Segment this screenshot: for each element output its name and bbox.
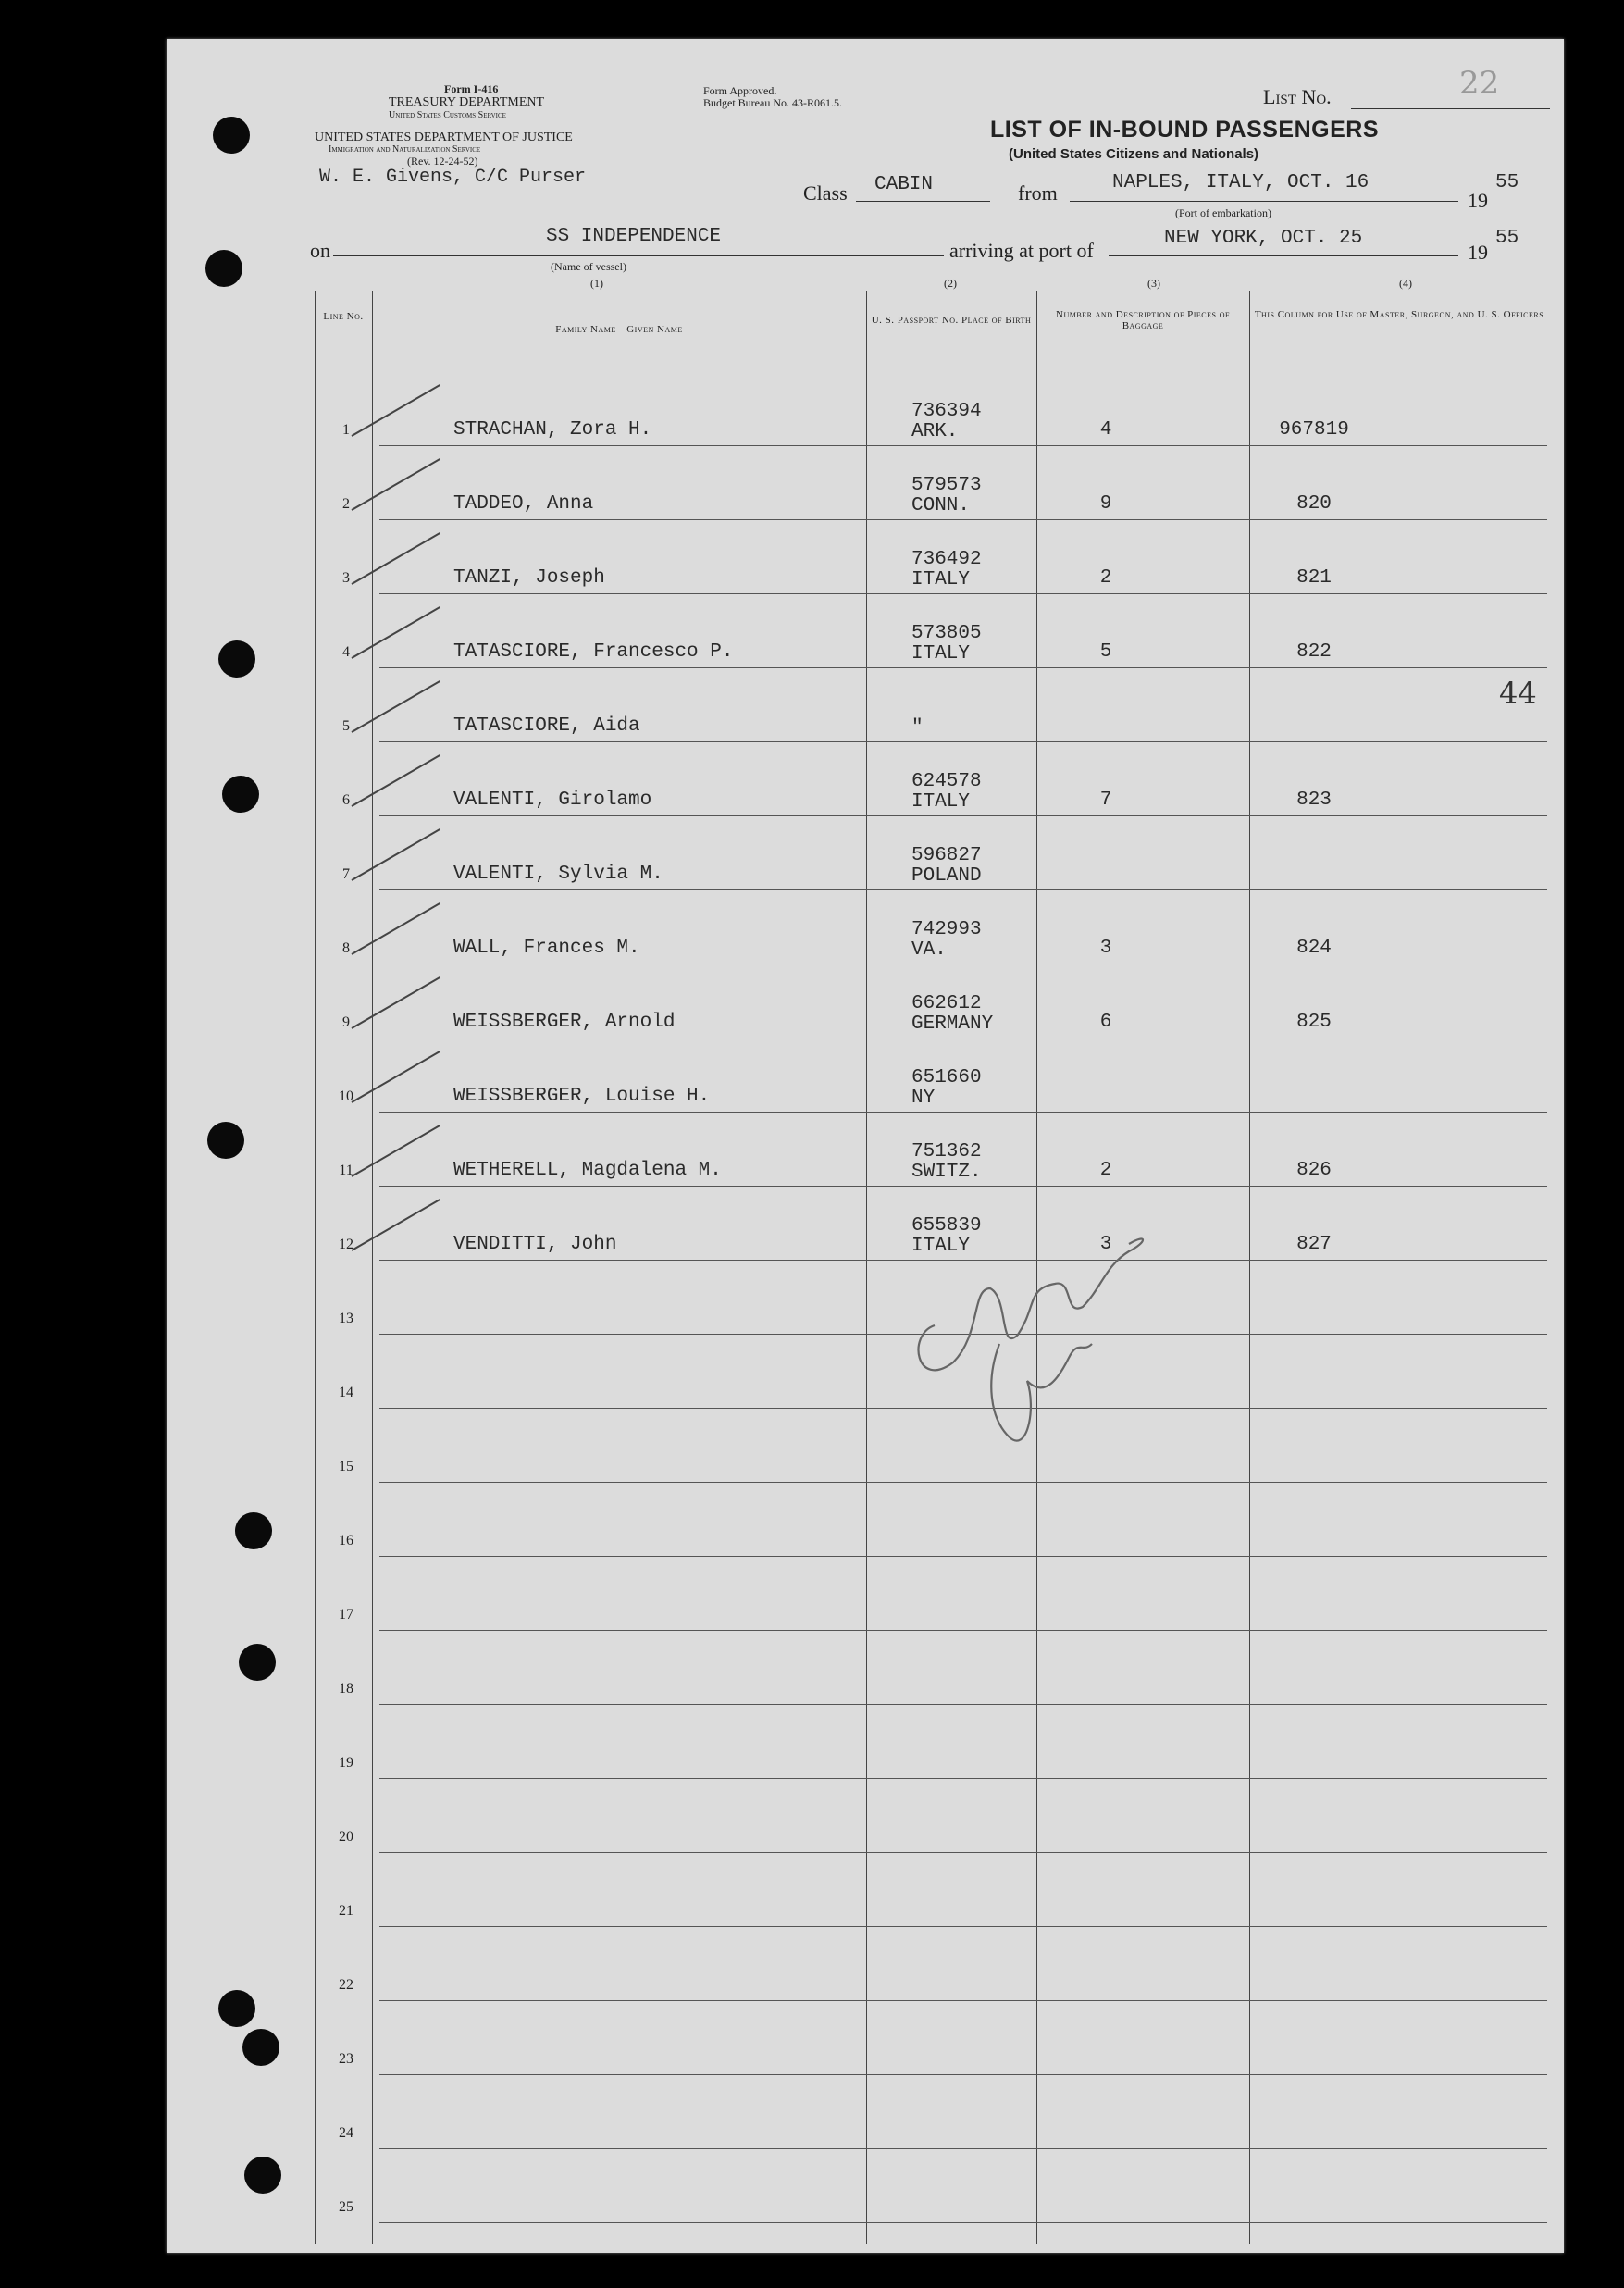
from-line [1070, 201, 1458, 202]
passenger-name: VENDITTI, John [453, 1234, 617, 1255]
table-row [315, 1631, 1547, 1705]
budget-bureau: Budget Bureau No. 43-R061.5. [703, 96, 842, 109]
line-number: 17 [339, 1607, 353, 1623]
revision-date: (Rev. 12-24-52) [407, 155, 478, 168]
table-row [315, 1779, 1547, 1853]
passport-number: 742993 [911, 919, 982, 940]
place-of-birth: SWITZ. [911, 1162, 982, 1183]
baggage-count: 9 [1099, 493, 1112, 515]
column-number-2: (2) [944, 277, 957, 290]
officer-number: 826 [1296, 1160, 1332, 1181]
passenger-name: STRACHAN, Zora H. [453, 419, 652, 441]
binder-hole [205, 250, 242, 287]
list-no-value: 22 [1459, 65, 1500, 102]
list-no-label: List No. [1263, 85, 1332, 108]
check-mark [352, 606, 440, 659]
table-row [315, 1113, 1547, 1187]
passport-number: 736394 [911, 401, 982, 422]
from-year-prefix: 19 [1468, 189, 1488, 212]
passport-number: 596827 [911, 845, 982, 866]
vessel-line [333, 255, 944, 256]
line-number: 25 [339, 2199, 353, 2215]
table-row [315, 1038, 1547, 1113]
justice-department: UNITED STATES DEPARTMENT OF JUSTICE [315, 131, 573, 144]
line-number: 18 [339, 1681, 353, 1697]
arriving-label: arriving at port of [949, 239, 1094, 262]
check-mark [352, 1199, 440, 1251]
line-number: 12 [339, 1237, 353, 1252]
line-number: 9 [342, 1014, 350, 1030]
arrival-year-prefix: 19 [1468, 241, 1488, 264]
passport-number: 579573 [911, 475, 982, 496]
column-number-3: (3) [1147, 277, 1160, 290]
passenger-name: TANZI, Joseph [453, 567, 605, 589]
officer-number: 821 [1296, 567, 1332, 589]
line-number: 1 [342, 422, 350, 438]
table-row [315, 1927, 1547, 2001]
table-row [315, 964, 1547, 1038]
place-of-birth: CONN. [911, 495, 971, 516]
passport-number: 655839 [911, 1215, 982, 1237]
form-approved: Form Approved. [703, 84, 777, 97]
line-number: 24 [339, 2125, 353, 2141]
line-number: 10 [339, 1088, 353, 1104]
on-label: on [310, 239, 330, 262]
class-label: Class [803, 181, 848, 205]
from-year: 55 [1495, 172, 1519, 193]
form-subtitle: (United States Citizens and Nationals) [1009, 146, 1259, 162]
place-of-birth: NY [911, 1088, 936, 1109]
form-title: LIST OF IN-BOUND PASSENGERS [990, 117, 1380, 143]
form-number: Form I-416 [444, 82, 499, 95]
line-number: 7 [342, 866, 350, 882]
table-row [315, 2001, 1547, 2075]
table-row [315, 594, 1547, 668]
passenger-name: VALENTI, Sylvia M. [453, 864, 663, 885]
passenger-name: WEISSBERGER, Arnold [453, 1012, 676, 1033]
binder-hole [218, 1990, 255, 2027]
officer-number: 825 [1296, 1012, 1332, 1033]
passport-number: 651660 [911, 1067, 982, 1088]
line-number: 20 [339, 1829, 353, 1845]
check-mark [352, 1051, 440, 1103]
passport-number: 662612 [911, 993, 982, 1014]
binder-hole [218, 640, 255, 678]
passenger-name: TATASCIORE, Francesco P. [453, 641, 734, 663]
binder-hole [242, 2029, 279, 2066]
baggage-count: 3 [1099, 938, 1112, 959]
check-mark [352, 754, 440, 807]
line-number: 11 [339, 1163, 353, 1178]
header-line-no: Line No. [323, 311, 364, 322]
place-of-birth: GERMANY [911, 1013, 994, 1035]
vessel-label: (Name of vessel) [551, 260, 626, 273]
table-row [315, 1483, 1547, 1557]
place-of-birth: ITALY [911, 791, 971, 813]
baggage-count: 7 [1099, 790, 1112, 811]
table-row [315, 890, 1547, 964]
passport-number: 736492 [911, 549, 982, 570]
line-number: 2 [342, 496, 350, 512]
table-row [315, 372, 1547, 446]
officer-number: 822 [1296, 641, 1332, 663]
table-row [315, 816, 1547, 890]
line-number: 5 [342, 718, 350, 734]
line-number: 23 [339, 2051, 353, 2067]
passport-number: 573805 [911, 623, 982, 644]
table-row [315, 520, 1547, 594]
column-number-4: (4) [1399, 277, 1412, 290]
header-passport: U. S. Passport No. Place of Birth [871, 315, 1032, 326]
binder-hole [235, 1512, 272, 1549]
baggage-count: 2 [1099, 567, 1112, 589]
passport-number: 624578 [911, 771, 982, 792]
line-number: 22 [339, 1977, 353, 1993]
check-mark [352, 532, 440, 585]
baggage-count: 4 [1099, 419, 1112, 441]
form-sheet [167, 39, 1564, 2253]
list-no-line [1351, 108, 1550, 109]
class-value: CABIN [874, 174, 934, 195]
passenger-name: VALENTI, Girolamo [453, 790, 652, 811]
table-row [315, 742, 1547, 816]
table-row [315, 1853, 1547, 1927]
check-mark [352, 902, 440, 955]
check-mark [352, 384, 440, 437]
line-number: 16 [339, 1533, 353, 1548]
line-number: 14 [339, 1385, 353, 1400]
from-label: from [1018, 181, 1058, 205]
officer-number: 827 [1296, 1234, 1332, 1255]
line-number: 19 [339, 1755, 353, 1771]
customs-service: United States Customs Service [389, 110, 506, 120]
table-row [315, 2149, 1547, 2223]
line-number: 21 [339, 1903, 353, 1919]
check-mark [352, 828, 440, 881]
baggage-count: 6 [1099, 1012, 1112, 1033]
officer-number: 823 [1296, 790, 1332, 811]
passenger-name: TATASCIORE, Aida [453, 715, 640, 737]
line-number: 13 [339, 1311, 353, 1326]
place-of-birth: VA. [911, 939, 947, 961]
passenger-name: WALL, Frances M. [453, 938, 640, 959]
binder-hole [207, 1122, 244, 1159]
baggage-count: 2 [1099, 1160, 1112, 1181]
place-of-birth: ARK. [911, 421, 959, 442]
from-value: NAPLES, ITALY, OCT. 16 [1112, 172, 1370, 193]
officer-number: 967819 [1279, 419, 1349, 441]
line-number: 3 [342, 570, 350, 586]
margin-note: 44 [1499, 676, 1537, 711]
passenger-name: WEISSBERGER, Louise H. [453, 1086, 711, 1107]
place-of-birth: ITALY [911, 1236, 971, 1257]
treasury-department: TREASURY DEPARTMENT [389, 95, 545, 109]
line-number: 4 [342, 644, 350, 660]
passenger-name: TADDEO, Anna [453, 493, 594, 515]
table-row [315, 1557, 1547, 1631]
column-number-1: (1) [590, 277, 603, 290]
arrival-year: 55 [1495, 228, 1519, 249]
baggage-count: 3 [1099, 1234, 1112, 1255]
place-of-birth: " [911, 717, 924, 739]
header-officers: This Column for Use of Master, Surgeon, and U. S. Officers [1254, 309, 1544, 320]
check-mark [352, 1125, 440, 1177]
check-mark [352, 458, 440, 511]
arrival-value: NEW YORK, OCT. 25 [1164, 228, 1363, 249]
check-mark [352, 976, 440, 1029]
handwritten-signature [898, 1177, 1175, 1474]
vessel-name: SS INDEPENDENCE [546, 226, 722, 247]
line-number: 6 [342, 792, 350, 808]
immigration-service: Immigration and Naturalization Service [329, 144, 481, 155]
binder-hole [222, 776, 259, 813]
officer-number: 824 [1296, 938, 1332, 959]
row-rule [379, 2222, 1547, 2223]
binder-hole [244, 2157, 281, 2194]
purser-line: W. E. Givens, C/C Purser [319, 167, 587, 188]
officer-number: 820 [1296, 493, 1332, 515]
check-mark [352, 680, 440, 733]
baggage-count: 5 [1099, 641, 1112, 663]
passport-number: 751362 [911, 1141, 982, 1163]
port-embarkation-label: (Port of embarkation) [1175, 206, 1271, 219]
passenger-name: WETHERELL, Magdalena M. [453, 1160, 722, 1181]
place-of-birth: ITALY [911, 569, 971, 591]
line-number: 15 [339, 1459, 353, 1474]
place-of-birth: ITALY [911, 643, 971, 665]
header-baggage: Number and Description of Pieces of Baggage [1056, 309, 1230, 331]
table-row [315, 1705, 1547, 1779]
binder-hole [239, 1644, 276, 1681]
table-row [315, 668, 1547, 742]
table-row [315, 446, 1547, 520]
line-number: 8 [342, 940, 350, 956]
class-line [856, 201, 990, 202]
header-name: Family Name—Given Name [555, 324, 683, 335]
binder-hole [213, 117, 250, 154]
arrival-line [1109, 255, 1458, 256]
place-of-birth: POLAND [911, 865, 982, 887]
table-row [315, 2075, 1547, 2149]
